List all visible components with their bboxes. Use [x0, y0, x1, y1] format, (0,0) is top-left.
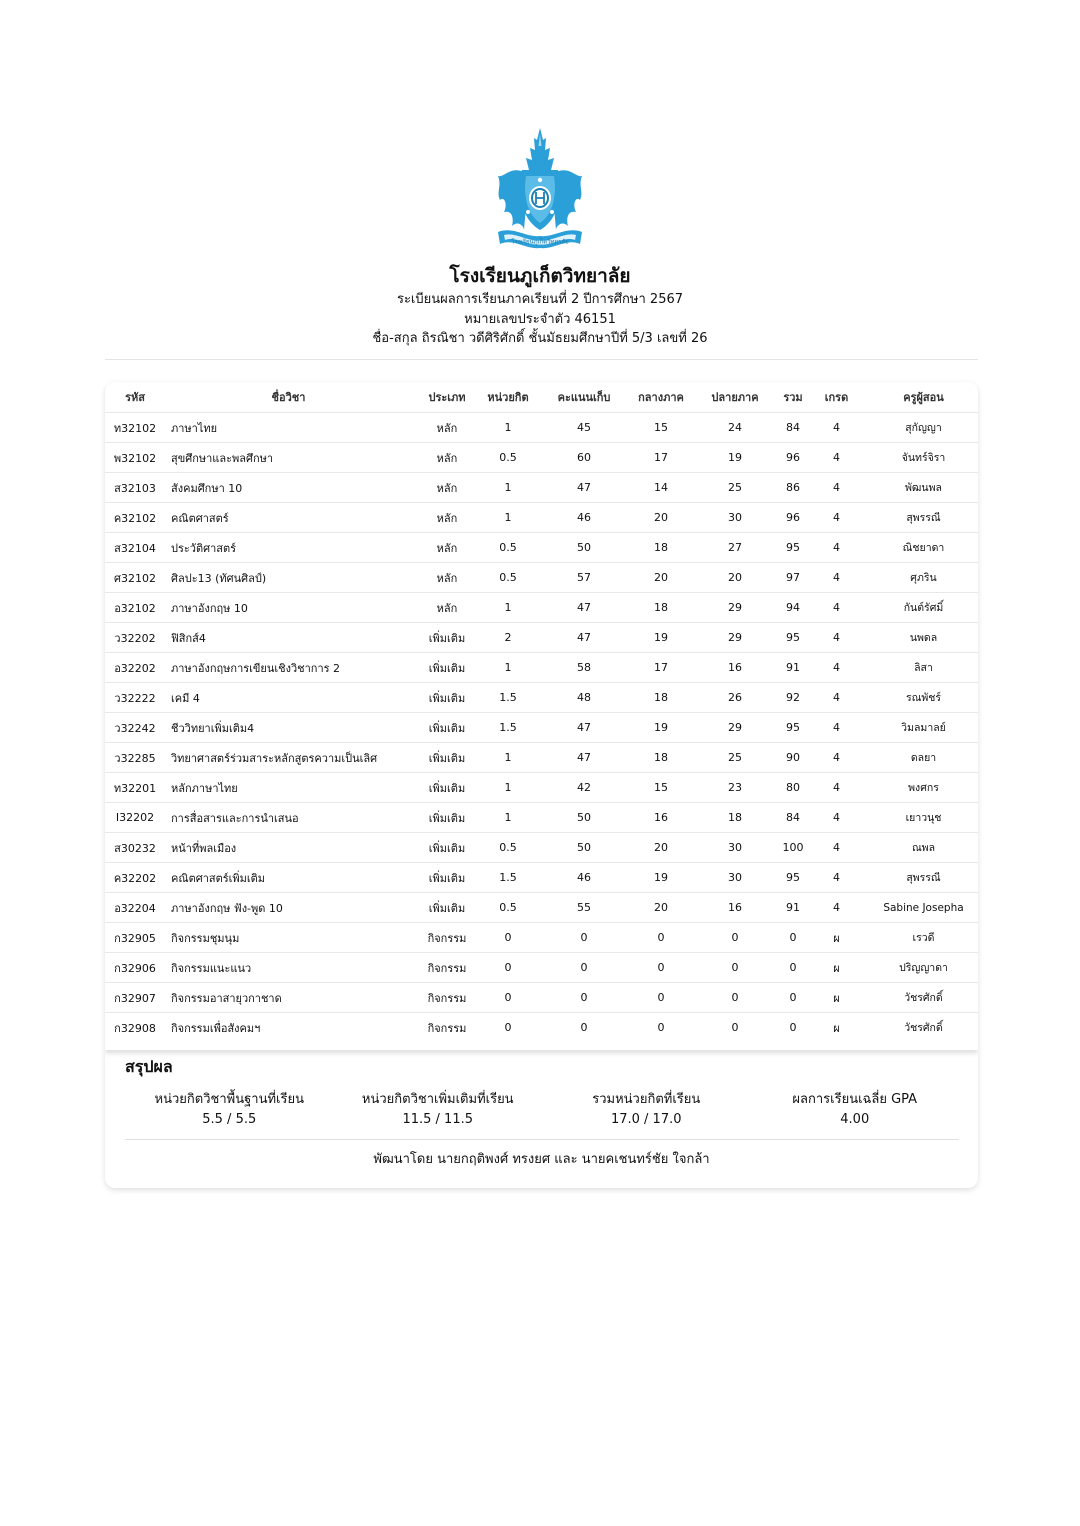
- table-row: [105, 713, 978, 743]
- cell-teacher: พัฒนพล: [869, 473, 978, 503]
- cell-midterm: 18: [634, 743, 688, 773]
- cell-midterm: 0: [634, 953, 688, 983]
- student-id: หมายเลขประจำตัว 46151: [464, 311, 616, 327]
- cell-code: ส32103: [105, 473, 165, 503]
- cell-name: ภาษาอังกฤษ ฟัง-พูด 10: [165, 893, 412, 923]
- cell-grade: 4: [804, 833, 869, 863]
- column-header-credits: หน่วยกิต: [487, 391, 529, 404]
- table-row: [105, 833, 978, 863]
- table-row: [105, 533, 978, 563]
- summary-value: 11.5 / 11.5: [402, 1112, 474, 1127]
- cell-total: 0: [782, 1013, 804, 1043]
- cell-grade: 4: [804, 773, 869, 803]
- cell-midterm: 20: [634, 833, 688, 863]
- cell-total: 84: [782, 803, 804, 833]
- table-row: [105, 443, 978, 473]
- cell-type: เพิ่มเติม: [412, 773, 482, 803]
- cell-code: ก32905: [105, 923, 165, 953]
- cell-credits: 1.5: [482, 713, 534, 743]
- cell-collected-score: 42: [534, 773, 634, 803]
- cell-grade: ผ: [804, 953, 869, 983]
- cell-grade: 4: [804, 593, 869, 623]
- cell-name: ภาษาอังกฤษการเขียนเชิงวิชาการ 2: [165, 653, 412, 683]
- cell-type: หลัก: [412, 533, 482, 563]
- cell-type: เพิ่มเติม: [412, 653, 482, 683]
- cell-teacher: ดลยา: [869, 743, 978, 773]
- cell-teacher: วัชรศักดิ์: [869, 1013, 978, 1043]
- cell-name: หลักภาษาไทย: [165, 773, 412, 803]
- cell-collected-score: 47: [534, 593, 634, 623]
- cell-code: ว32285: [105, 743, 165, 773]
- cell-final: 24: [688, 413, 782, 443]
- cell-final: 16: [688, 893, 782, 923]
- cell-midterm: 18: [634, 533, 688, 563]
- table-row: [105, 803, 978, 833]
- cell-teacher: สุพรรณี: [869, 503, 978, 533]
- cell-type: กิจกรรม: [412, 983, 482, 1013]
- cell-collected-score: 46: [534, 863, 634, 893]
- cell-final: 18: [688, 803, 782, 833]
- cell-grade: ผ: [804, 1013, 869, 1043]
- cell-teacher: ศุภริน: [869, 563, 978, 593]
- cell-grade: 4: [804, 683, 869, 713]
- column-header-type: ประเภท: [428, 391, 466, 404]
- table-row: [105, 653, 978, 683]
- cell-code: ก32906: [105, 953, 165, 983]
- cell-final: 25: [688, 473, 782, 503]
- cell-midterm: 17: [634, 653, 688, 683]
- cell-credits: 0.5: [482, 833, 534, 863]
- cell-teacher: วัชรศักดิ์: [869, 983, 978, 1013]
- cell-total: 92: [782, 683, 804, 713]
- cell-credits: 1: [482, 743, 534, 773]
- column-header-final: ปลายภาค: [711, 391, 759, 404]
- cell-teacher: จันทร์จิรา: [869, 443, 978, 473]
- cell-midterm: 19: [634, 863, 688, 893]
- cell-teacher: สุกัญญา: [869, 413, 978, 443]
- cell-code: ก32907: [105, 983, 165, 1013]
- cell-credits: 0.5: [482, 563, 534, 593]
- cell-code: ส32104: [105, 533, 165, 563]
- column-header-teacher: ครูผู้สอน: [903, 391, 944, 404]
- cell-type: เพิ่มเติม: [412, 833, 482, 863]
- cell-type: กิจกรรม: [412, 953, 482, 983]
- cell-total: 0: [782, 983, 804, 1013]
- cell-total: 94: [782, 593, 804, 623]
- summary-label: หน่วยกิตวิชาพื้นฐานที่เรียน: [154, 1092, 304, 1107]
- summary-basic-credits: [125, 1090, 334, 1130]
- cell-collected-score: 47: [534, 623, 634, 653]
- cell-total: 80: [782, 773, 804, 803]
- cell-grade: 4: [804, 623, 869, 653]
- cell-teacher: กันต์รัศมิ์: [869, 593, 978, 623]
- table-row: [105, 473, 978, 503]
- summary-divider: [125, 1139, 959, 1140]
- cell-credits: 0: [482, 923, 534, 953]
- cell-name: กิจกรรมแนะแนว: [165, 953, 412, 983]
- cell-name: ชีววิทยาเพิ่มเติม4: [165, 713, 412, 743]
- cell-name: ภาษาไทย: [165, 413, 412, 443]
- table-row: [105, 1013, 978, 1043]
- summary-additional-credits: [334, 1090, 543, 1130]
- cell-type: หลัก: [412, 413, 482, 443]
- cell-credits: 2: [482, 623, 534, 653]
- table-row: [105, 503, 978, 533]
- cell-type: หลัก: [412, 503, 482, 533]
- cell-name: ฟิสิกส์4: [165, 623, 412, 653]
- cell-type: เพิ่มเติม: [412, 623, 482, 653]
- cell-total: 84: [782, 413, 804, 443]
- table-row: [105, 953, 978, 983]
- cell-type: หลัก: [412, 593, 482, 623]
- cell-collected-score: 50: [534, 833, 634, 863]
- cell-total: 86: [782, 473, 804, 503]
- cell-code: อ32202: [105, 653, 165, 683]
- cell-credits: 0: [482, 1013, 534, 1043]
- cell-final: 30: [688, 863, 782, 893]
- cell-credits: 0.5: [482, 533, 534, 563]
- table-row: [105, 563, 978, 593]
- cell-type: หลัก: [412, 563, 482, 593]
- cell-grade: ผ: [804, 983, 869, 1013]
- cell-midterm: 20: [634, 563, 688, 593]
- table-row: [105, 983, 978, 1013]
- logo-banner-text: โรงเรียนภูเก็ตวิทยาลัย: [511, 238, 569, 246]
- cell-final: 30: [688, 503, 782, 533]
- cell-collected-score: 0: [534, 1013, 634, 1043]
- cell-name: วิทยาศาสตร์ร่วมสาระหลักสูตรความเป็นเลิศ: [165, 743, 412, 773]
- school-emblem-icon: [494, 126, 586, 252]
- cell-midterm: 20: [634, 893, 688, 923]
- header-divider: [105, 359, 978, 360]
- column-header-midterm: กลางภาค: [638, 391, 684, 404]
- cell-type: กิจกรรม: [412, 923, 482, 953]
- cell-grade: 4: [804, 443, 869, 473]
- cell-total: 95: [782, 863, 804, 893]
- table-row: [105, 773, 978, 803]
- cell-type: เพิ่มเติม: [412, 683, 482, 713]
- table-row: [105, 593, 978, 623]
- cell-collected-score: 48: [534, 683, 634, 713]
- cell-code: ส30232: [105, 833, 165, 863]
- cell-type: เพิ่มเติม: [412, 803, 482, 833]
- cell-midterm: 20: [634, 503, 688, 533]
- cell-total: 95: [782, 623, 804, 653]
- summary-label: หน่วยกิตวิชาเพิ่มเติมที่เรียน: [361, 1092, 514, 1107]
- cell-teacher: พงศกร: [869, 773, 978, 803]
- cell-collected-score: 46: [534, 503, 634, 533]
- cell-collected-score: 57: [534, 563, 634, 593]
- summary-value: 4.00: [840, 1112, 870, 1127]
- column-header-grade: เกรด: [824, 391, 849, 404]
- cell-midterm: 19: [634, 713, 688, 743]
- cell-collected-score: 60: [534, 443, 634, 473]
- column-header-total: รวม: [783, 391, 803, 404]
- cell-midterm: 0: [634, 983, 688, 1013]
- table-row: [105, 893, 978, 923]
- cell-name: กิจกรรมชุมนุม: [165, 923, 412, 953]
- cell-credits: 0.5: [482, 893, 534, 923]
- summary-title: สรุปผล: [125, 1057, 173, 1076]
- cell-total: 0: [782, 953, 804, 983]
- cell-teacher: ลิสา: [869, 653, 978, 683]
- cell-total: 91: [782, 893, 804, 923]
- cell-teacher: ณิชยาดา: [869, 533, 978, 563]
- cell-name: คณิตศาสตร์เพิ่มเติม: [165, 863, 412, 893]
- cell-final: 27: [688, 533, 782, 563]
- summary-total-credits: [542, 1090, 751, 1130]
- cell-total: 95: [782, 533, 804, 563]
- cell-grade: 4: [804, 863, 869, 893]
- school-logo: [0, 126, 1080, 252]
- cell-grade: 4: [804, 713, 869, 743]
- table-row: [105, 923, 978, 953]
- cell-type: เพิ่มเติม: [412, 713, 482, 743]
- cell-code: ท32102: [105, 413, 165, 443]
- cell-credits: 0: [482, 983, 534, 1013]
- cell-collected-score: 0: [534, 983, 634, 1013]
- summary-label: รวมหน่วยกิตที่เรียน: [592, 1092, 701, 1107]
- cell-code: ว32242: [105, 713, 165, 743]
- cell-credits: 0: [482, 953, 534, 983]
- cell-name: ศิลปะ13 (ทัศนศิลป์): [165, 563, 412, 593]
- table-row: [105, 683, 978, 713]
- report-subtitle: ระเบียนผลการเรียนภาคเรียนที่ 2 ปีการศึกษา 2567: [396, 292, 684, 307]
- cell-midterm: 18: [634, 683, 688, 713]
- cell-collected-score: 47: [534, 743, 634, 773]
- cell-midterm: 18: [634, 593, 688, 623]
- cell-name: สังคมศึกษา 10: [165, 473, 412, 503]
- cell-total: 0: [782, 923, 804, 953]
- cell-type: หลัก: [412, 443, 482, 473]
- cell-name: เคมี 4: [165, 683, 412, 713]
- cell-name: การสื่อสารและการนำเสนอ: [165, 803, 412, 833]
- cell-credits: 1: [482, 803, 534, 833]
- cell-final: 19: [688, 443, 782, 473]
- cell-midterm: 15: [634, 413, 688, 443]
- cell-credits: 1.5: [482, 683, 534, 713]
- cell-total: 96: [782, 503, 804, 533]
- cell-name: ประวัติศาสตร์: [165, 533, 412, 563]
- cell-teacher: สุพรรณี: [869, 863, 978, 893]
- cell-code: พ32102: [105, 443, 165, 473]
- cell-final: 16: [688, 653, 782, 683]
- cell-name: หน้าที่พลเมือง: [165, 833, 412, 863]
- cell-grade: 4: [804, 503, 869, 533]
- cell-code: ศ32102: [105, 563, 165, 593]
- cell-midterm: 14: [634, 473, 688, 503]
- cell-type: เพิ่มเติม: [412, 893, 482, 923]
- cell-teacher: นพดล: [869, 623, 978, 653]
- cell-collected-score: 50: [534, 533, 634, 563]
- grades-table-body: [105, 413, 978, 1043]
- cell-collected-score: 47: [534, 713, 634, 743]
- developer-credits: พัฒนาโดย นายกฤติพงศ์ ทรงยศ และ นายคเชนทร์ชัย ใจกล้า: [373, 1152, 710, 1167]
- cell-credits: 1: [482, 773, 534, 803]
- cell-total: 95: [782, 713, 804, 743]
- summary-gpa: [751, 1090, 960, 1130]
- cell-final: 26: [688, 683, 782, 713]
- cell-final: 29: [688, 623, 782, 653]
- school-name: โรงเรียนภูเก็ตวิทยาลัย: [449, 265, 631, 287]
- cell-type: เพิ่มเติม: [412, 863, 482, 893]
- cell-grade: 4: [804, 743, 869, 773]
- cell-grade: 4: [804, 803, 869, 833]
- cell-grade: 4: [804, 533, 869, 563]
- cell-midterm: 0: [634, 1013, 688, 1043]
- cell-final: 0: [688, 953, 782, 983]
- summary-row: [125, 1090, 959, 1130]
- cell-teacher: เรวดี: [869, 923, 978, 953]
- cell-credits: 0.5: [482, 443, 534, 473]
- cell-collected-score: 47: [534, 473, 634, 503]
- cell-final: 20: [688, 563, 782, 593]
- cell-code: ท32201: [105, 773, 165, 803]
- cell-collected-score: 45: [534, 413, 634, 443]
- cell-credits: 1: [482, 413, 534, 443]
- cell-type: กิจกรรม: [412, 1013, 482, 1043]
- cell-teacher: ปริญญาดา: [869, 953, 978, 983]
- cell-total: 100: [782, 833, 804, 863]
- cell-grade: 4: [804, 473, 869, 503]
- cell-grade: ผ: [804, 923, 869, 953]
- cell-name: ภาษาอังกฤษ 10: [165, 593, 412, 623]
- table-row: [105, 413, 978, 443]
- table-row: [105, 743, 978, 773]
- cell-name: กิจกรรมอาสายุวกาชาด: [165, 983, 412, 1013]
- cell-teacher: รณพัชร์: [869, 683, 978, 713]
- cell-grade: 4: [804, 413, 869, 443]
- cell-credits: 1: [482, 593, 534, 623]
- report-card: [105, 382, 978, 1188]
- cell-midterm: 0: [634, 923, 688, 953]
- cell-code: ก32908: [105, 1013, 165, 1043]
- summary-label: ผลการเรียนเฉลี่ย GPA: [792, 1092, 918, 1107]
- cell-name: คณิตศาสตร์: [165, 503, 412, 533]
- cell-final: 0: [688, 923, 782, 953]
- cell-final: 23: [688, 773, 782, 803]
- cell-total: 97: [782, 563, 804, 593]
- summary-value: 5.5 / 5.5: [202, 1112, 257, 1127]
- cell-midterm: 16: [634, 803, 688, 833]
- cell-collected-score: 55: [534, 893, 634, 923]
- cell-code: ว32202: [105, 623, 165, 653]
- cell-name: สุขศึกษาและพลศึกษา: [165, 443, 412, 473]
- cell-teacher: วิมลมาลย์: [869, 713, 978, 743]
- cell-code: อ32204: [105, 893, 165, 923]
- cell-final: 0: [688, 983, 782, 1013]
- cell-grade: 4: [804, 653, 869, 683]
- cell-teacher: ณพล: [869, 833, 978, 863]
- table-row: [105, 863, 978, 893]
- cell-collected-score: 58: [534, 653, 634, 683]
- grades-table-wrap: [105, 382, 978, 1050]
- cell-credits: 1: [482, 503, 534, 533]
- cell-final: 25: [688, 743, 782, 773]
- cell-final: 29: [688, 713, 782, 743]
- cell-code: อ32102: [105, 593, 165, 623]
- cell-credits: 1: [482, 653, 534, 683]
- column-header-collected-score: คะแนนเก็บ: [557, 391, 611, 404]
- cell-teacher: เยาวนุช: [869, 803, 978, 833]
- cell-total: 90: [782, 743, 804, 773]
- cell-grade: 4: [804, 563, 869, 593]
- column-header-code: รหัส: [125, 391, 145, 404]
- cell-final: 30: [688, 833, 782, 863]
- cell-code: I32202: [105, 803, 165, 833]
- cell-collected-score: 0: [534, 953, 634, 983]
- cell-collected-score: 0: [534, 923, 634, 953]
- cell-credits: 1: [482, 473, 534, 503]
- cell-type: เพิ่มเติม: [412, 743, 482, 773]
- table-header-row: [105, 382, 978, 413]
- cell-grade: 4: [804, 893, 869, 923]
- document-header: [0, 262, 1080, 349]
- cell-code: ค32202: [105, 863, 165, 893]
- cell-total: 96: [782, 443, 804, 473]
- cell-total: 91: [782, 653, 804, 683]
- cell-midterm: 17: [634, 443, 688, 473]
- cell-code: ค32102: [105, 503, 165, 533]
- column-header-name: ชื่อวิชา: [271, 391, 306, 404]
- cell-midterm: 15: [634, 773, 688, 803]
- cell-collected-score: 50: [534, 803, 634, 833]
- cell-midterm: 19: [634, 623, 688, 653]
- grades-table: [105, 382, 978, 1042]
- cell-type: หลัก: [412, 473, 482, 503]
- cell-code: ว32222: [105, 683, 165, 713]
- summary-value: 17.0 / 17.0: [610, 1112, 682, 1127]
- cell-teacher: Sabine Josepha: [869, 893, 978, 923]
- cell-final: 0: [688, 1013, 782, 1043]
- cell-credits: 1.5: [482, 863, 534, 893]
- cell-final: 29: [688, 593, 782, 623]
- cell-name: กิจกรรมเพื่อสังคมฯ: [165, 1013, 412, 1043]
- table-row: [105, 623, 978, 653]
- student-name: ชื่อ-สกุล ถิรณิชา วดีศิริศักดิ์ ชั้นมัธยมศึกษาปีที่ 5/3 เลขที่ 26: [372, 331, 708, 346]
